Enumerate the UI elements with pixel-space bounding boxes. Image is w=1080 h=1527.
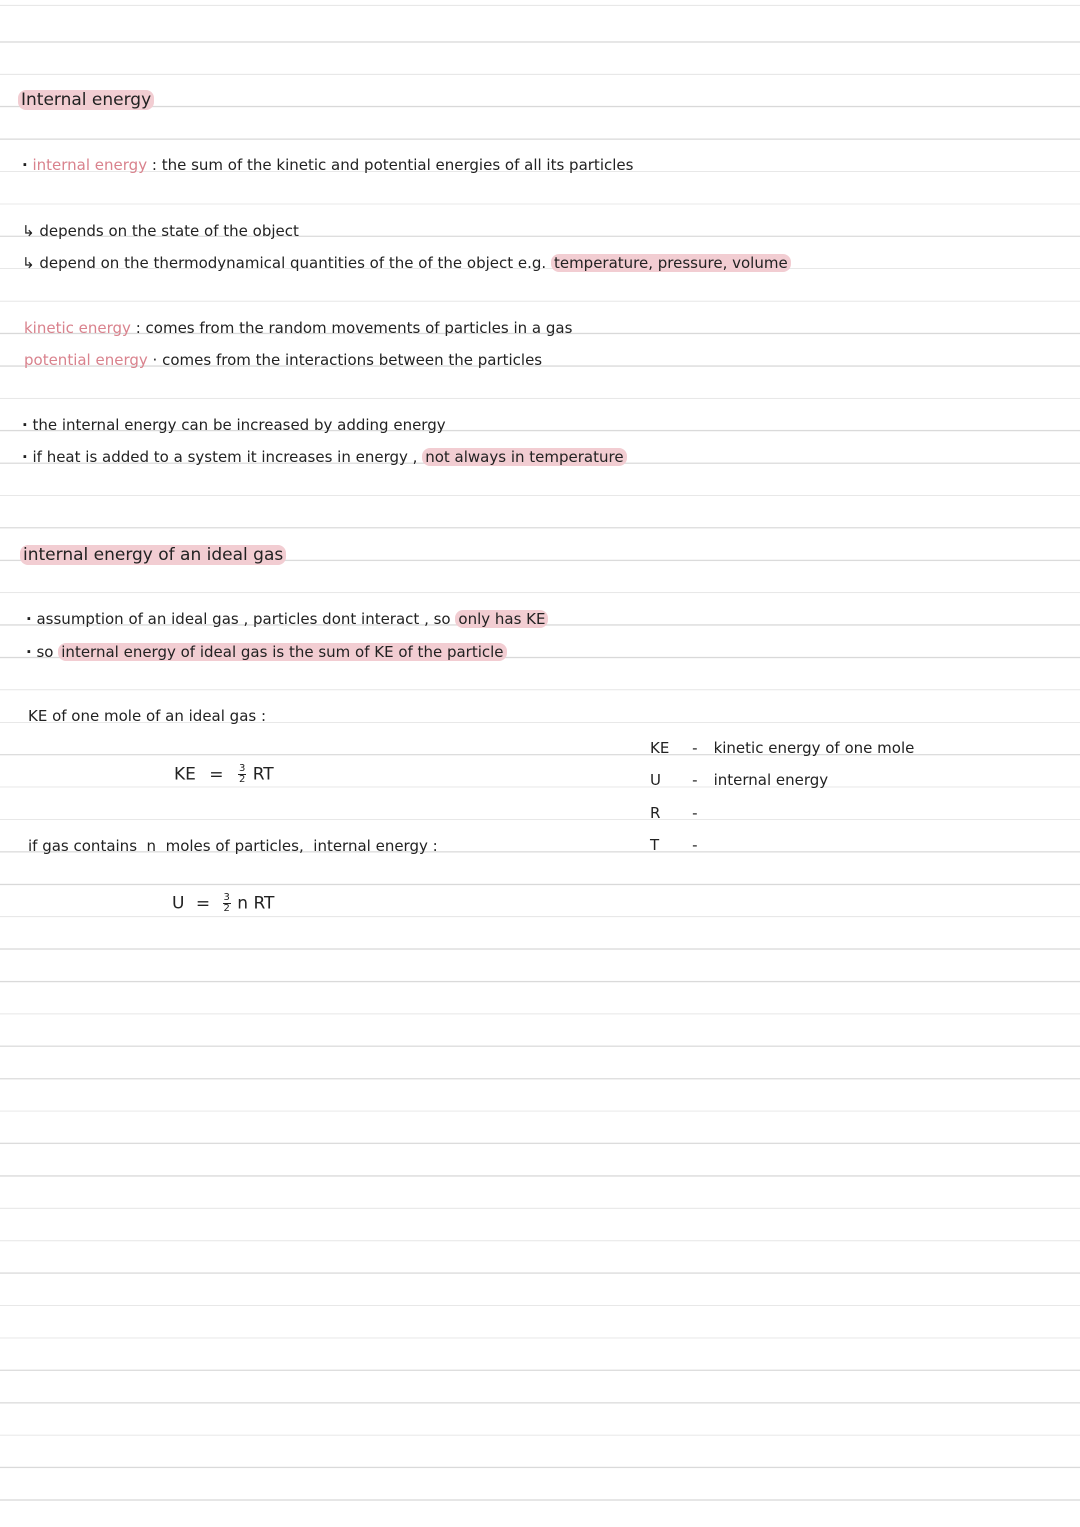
formula-ke [174,764,274,785]
kinetic-text: comes from the random movements of particles in a gas [145,319,573,337]
legend-symbol: R [650,804,661,822]
formula-u-equals: = [195,893,211,914]
legend-row [650,835,709,855]
legend-row [650,738,914,758]
definition-separator: : [151,156,157,174]
definition-line [22,155,633,175]
formula-u-rest: n RT [237,893,275,914]
legend-symbol: KE [650,739,670,757]
note-line-1 [22,415,446,435]
legend-dash: - [692,836,698,854]
bullet-dot: · [22,156,28,174]
ideal-text-1: assumption of an ideal gas , particles dont interact , so [36,610,451,628]
ke-mole-text: KE of one mole of an ideal gas : [28,707,267,725]
ideal-line-1 [26,609,548,629]
note-text-2: if heat is added to a system it increases in energy , [32,448,418,466]
fraction-numerator: 3 [223,892,230,903]
depends-text-2: ↳ depend on the thermodynamical quantities of the of the object e.g. [22,254,547,272]
potential-text: comes from the interactions between the particles [162,351,543,369]
legend-meaning: kinetic energy of one mole [713,739,915,757]
definition-text: the sum of the kinetic and potential energies of all its particles [161,156,634,174]
potential-separator: · [152,351,158,369]
legend-meaning: internal energy [713,771,829,789]
potential-term: potential energy [24,351,148,369]
ke-mole-label [28,706,266,726]
ideal-highlight-2: internal energy of ideal gas is the sum of KE of the particle [58,643,506,661]
depends-line-2 [22,253,791,273]
ideal-highlight-1: only has KE [455,610,548,628]
heading-internal-energy [18,90,154,110]
legend-dash: - [692,771,698,789]
legend-row [650,803,709,823]
potential-energy-line [24,350,542,370]
bullet-dot: · [22,448,28,466]
legend-dash: - [692,804,698,822]
heading-2-text: internal energy of an ideal gas [20,545,286,565]
fraction-denominator: 2 [238,774,246,785]
legend-symbol: U [650,771,661,789]
depends-line-1 [22,221,299,241]
kinetic-separator: : [135,319,141,337]
depends-text-1: ↳ depends on the state of the object [22,222,299,240]
bullet-dot: · [26,610,32,628]
formula-ke-fraction [238,764,246,785]
ideal-line-2 [26,642,507,662]
fraction-denominator: 2 [223,903,230,914]
note-line-2 [22,447,627,467]
formula-u [172,893,274,914]
ideal-text-2: so [36,643,54,661]
bullet-dot: · [26,643,32,661]
formula-ke-lhs: KE [174,764,196,785]
kinetic-energy-line [24,318,572,338]
heading-ideal-gas [20,545,286,565]
formula-u-fraction [223,893,231,914]
gas-contains-line [28,836,438,856]
kinetic-term: kinetic energy [24,319,131,337]
legend-symbol: T [650,836,660,854]
formula-u-lhs: U [172,893,185,914]
note-highlight: not always in temperature [422,448,626,466]
bullet-dot: · [22,416,28,434]
formula-ke-equals: = [209,764,224,785]
heading-1-text: Internal energy [18,90,154,110]
legend-row [650,770,828,790]
gas-contains-text: if gas contains n moles of particles, internal energy : [28,837,438,855]
fraction-numerator: 3 [238,763,246,774]
depends-highlight: temperature, pressure, volume [551,254,791,272]
legend-dash: - [692,739,698,757]
formula-ke-rest: RT [252,764,274,785]
definition-term: internal energy [32,156,148,174]
note-text-1: the internal energy can be increased by adding energy [32,416,446,434]
